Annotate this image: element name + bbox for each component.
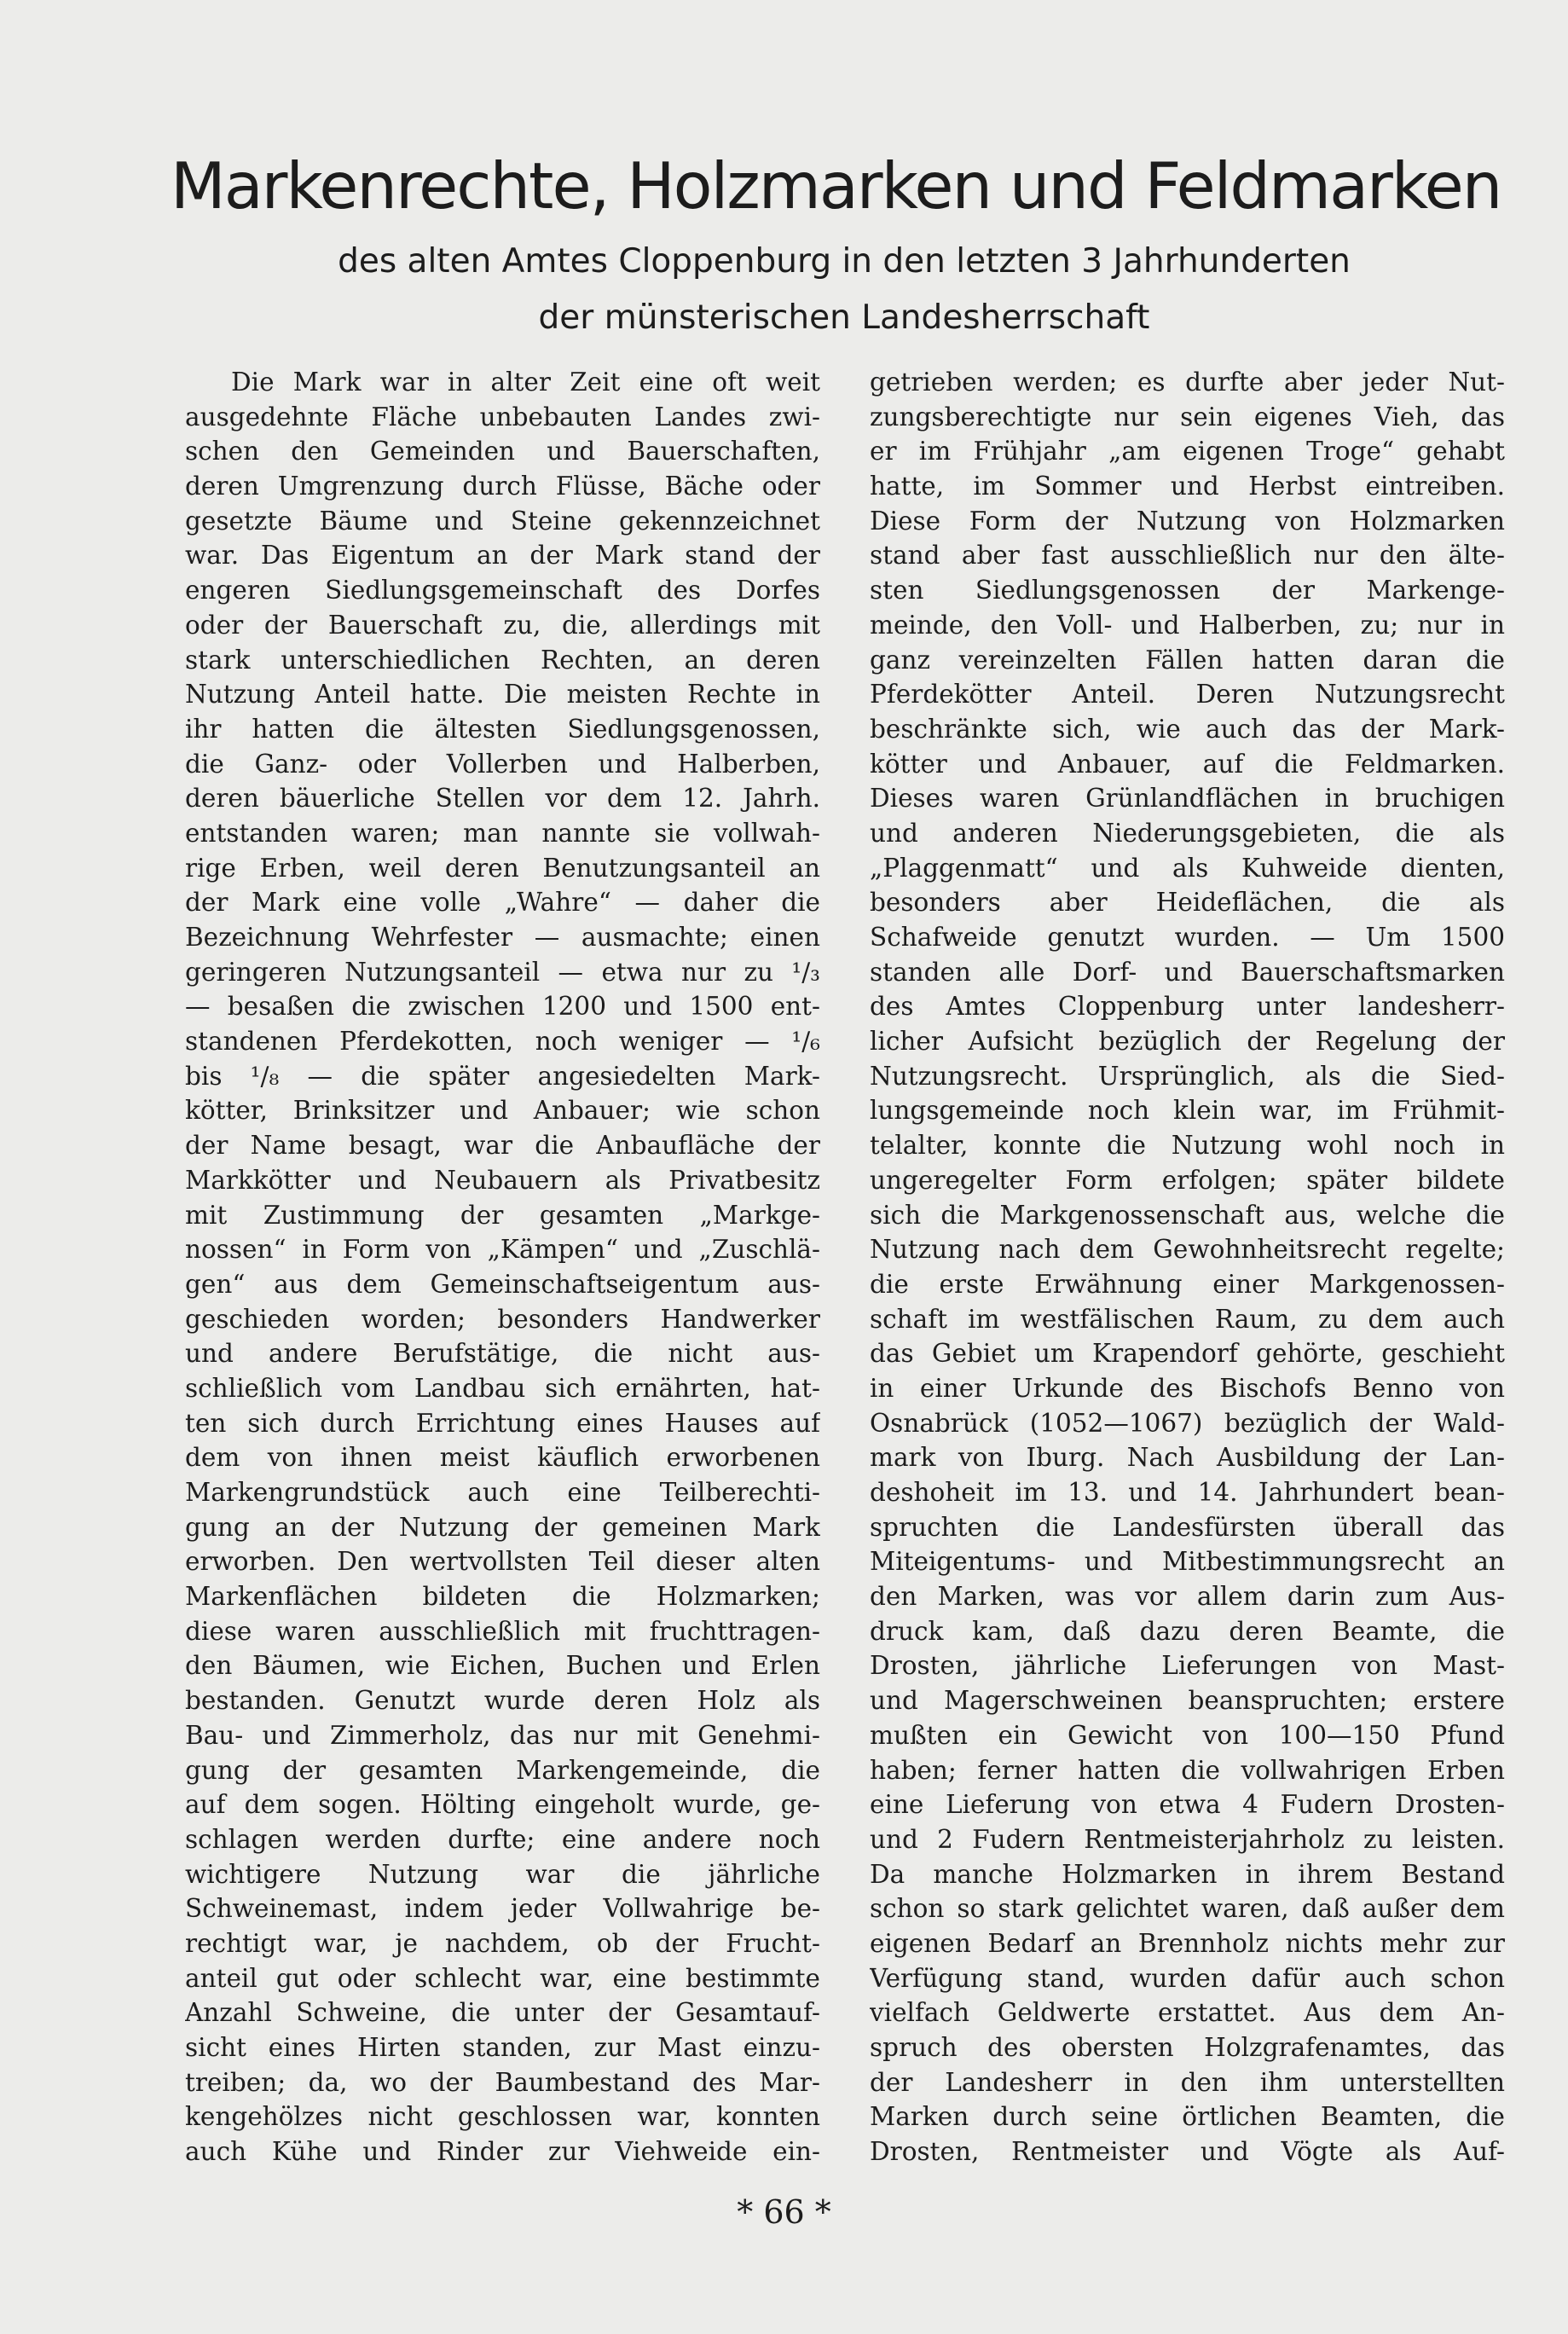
text-line: Dieses waren Grünlandflächen in bruchigen [870,784,1505,814]
text-line: beschränkte sich, wie auch das der Mark- [870,714,1505,744]
text-line: standenen Pferdekotten, noch weniger — ¹/₆ [185,1027,820,1057]
article-title: Markenrechte, Holzmarken und Feldmarken [171,148,1501,223]
text-line: licher Aufsicht bezüglich der Regelung der [870,1027,1505,1057]
text-line: eigenen Bedarf an Brennholz nichts mehr zur [870,1928,1505,1958]
text-line: bis ¹/₈ — die später angesiedelten Mark- [185,1061,820,1091]
text-line: sicht eines Hirten standen, zur Mast einzu- [185,2033,820,2062]
text-line: den Marken, was vor allem darin zum Aus- [870,1582,1505,1612]
text-line: Schweinemast, indem jeder Vollwahrige be- [185,1894,820,1924]
text-line: telalter, konnte die Nutzung wohl noch in [870,1131,1505,1161]
text-line: kötter, Brinksitzer und Anbauer; wie schon [185,1096,820,1126]
text-line: ten sich durch Errichtung eines Hauses auf [185,1408,820,1438]
text-line: besonders aber Heideflächen, die als [870,888,1505,918]
text-column-left [185,365,820,2169]
page-number: * 66 * [737,2193,831,2231]
text-line: schließlich vom Landbau sich ernährten, hat- [185,1373,820,1403]
text-line: die erste Erwähnung einer Markgenossen- [870,1269,1505,1299]
text-line: und 2 Fudern Rentmeisterjahrholz zu leisten. [870,1824,1505,1854]
text-line: ausgedehnte Fläche unbebauten Landes zwi- [185,402,820,431]
text-line: des Amtes Cloppenburg unter landesherr- [870,992,1505,1022]
text-line: getrieben werden; es durfte aber jeder Nut- [870,368,1505,397]
text-line: die Ganz- oder Vollerben und Halberben, [185,749,820,779]
text-line: Bau- und Zimmerholz, das nur mit Genehmi- [185,1720,820,1750]
text-line: Markengrundstück auch eine Teilberechti- [185,1478,820,1507]
text-line: stand aber fast ausschließlich nur den älte- [870,541,1505,570]
text-line: gen“ aus dem Gemeinschaftseigentum aus- [185,1269,820,1299]
text-line: auch Kühe und Rinder zur Viehweide ein- [185,2137,820,2167]
text-line: rechtigt war, je nachdem, ob der Frucht- [185,1928,820,1958]
text-line: — besaßen die zwischen 1200 und 1500 ent- [185,992,820,1022]
text-line: mußten ein Gewicht von 100—150 Pfund [870,1720,1505,1750]
text-line: er im Frühjahr „am eigenen Troge“ gehabt [870,437,1505,466]
article-subtitle-line-1: des alten Amtes Cloppenburg in den letzten 3 Jahrhunderten [338,242,1351,281]
text-line: erworben. Den wertvollsten Teil dieser alten [185,1547,820,1577]
text-line: den Bäumen, wie Eichen, Buchen und Erlen [185,1651,820,1681]
text-line: Die Mark war in alter Zeit eine oft weit [231,368,820,397]
text-line: das Gebiet um Krapendorf gehörte, geschieht [870,1339,1505,1369]
text-line: mit Zustimmung der gesamten „Markge- [185,1200,820,1230]
text-line: rige Erben, weil deren Benutzungsanteil an [185,853,820,883]
text-line: schen den Gemeinden und Bauerschaften, [185,437,820,466]
text-line: mark von Iburg. Nach Ausbildung der Lan- [870,1443,1505,1473]
text-line: und Magerschweinen beanspruchten; erstere [870,1686,1505,1716]
text-line: geschieden worden; besonders Handwerker [185,1304,820,1334]
text-line: „Plaggenmatt“ und als Kuhweide dienten, [870,853,1505,883]
text-line: wichtigere Nutzung war die jährliche [185,1859,820,1889]
text-line: dem von ihnen meist käuflich erworbenen [185,1443,820,1473]
text-line: ihr hatten die ältesten Siedlungsgenossen, [185,714,820,744]
text-line: der Mark eine volle „Wahre“ — daher die [185,888,820,918]
text-line: anteil gut oder schlecht war, eine bestimmte [185,1963,820,1993]
text-line: spruch des obersten Holzgrafenamtes, das [870,2033,1505,2062]
text-line: und andere Berufstätige, die nicht aus- [185,1339,820,1369]
text-line: kengehölzes nicht geschlossen war, konnten [185,2102,820,2132]
text-line: standen alle Dorf- und Bauerschaftsmarken [870,957,1505,987]
text-line: kötter und Anbauer, auf die Feldmarken. [870,749,1505,779]
text-line: Bezeichnung Wehrfester — ausmachte; einen [185,923,820,952]
text-line: nossen“ in Form von „Kämpen“ und „Zuschlä- [185,1235,820,1265]
text-line: Anzahl Schweine, die unter der Gesamtauf- [185,1998,820,2028]
text-line: schaft im westfälischen Raum, zu dem auch [870,1304,1505,1334]
text-line: Diese Form der Nutzung von Holzmarken [870,506,1505,536]
text-line: gesetzte Bäume und Steine gekennzeichnet [185,506,820,536]
text-line: Da manche Holzmarken in ihrem Bestand [870,1859,1505,1889]
text-line: entstanden waren; man nannte sie vollwah- [185,818,820,848]
text-line: engeren Siedlungsgemeinschaft des Dorfes [185,576,820,605]
text-line: Miteigentums- und Mitbestimmungsrecht an [870,1547,1505,1577]
text-line: ungeregelter Form erfolgen; später bildete [870,1165,1505,1195]
text-line: eine Lieferung von etwa 4 Fudern Drosten- [870,1790,1505,1820]
text-line: oder der Bauerschaft zu, die, allerdings mit [185,610,820,640]
text-line: deren bäuerliche Stellen vor dem 12. Jahrh. [185,784,820,814]
text-line: spruchten die Landesfürsten überall das [870,1512,1505,1542]
text-line: gung der gesamten Markengemeinde, die [185,1755,820,1785]
text-line: treiben; da, wo der Baumbestand des Mar- [185,2067,820,2097]
text-line: geringeren Nutzungsanteil — etwa nur zu ¹/₃ [185,957,820,987]
text-line: Nutzungsrecht. Ursprünglich, als die Sied- [870,1061,1505,1091]
text-line: bestanden. Genutzt wurde deren Holz als [185,1686,820,1716]
text-line: Marken durch seine örtlichen Beamten, die [870,2102,1505,2132]
text-line: druck kam, daß dazu deren Beamte, die [870,1616,1505,1646]
text-line: in einer Urkunde des Bischofs Benno von [870,1373,1505,1403]
text-line: Markkötter und Neubauern als Privatbesitz [185,1165,820,1195]
text-line: sten Siedlungsgenossen der Markenge- [870,576,1505,605]
text-line: sich die Markgenossenschaft aus, welche die [870,1200,1505,1230]
text-line: Drosten, jährliche Lieferungen von Mast- [870,1651,1505,1681]
text-column-right [870,365,1505,2169]
text-line: ganz vereinzelten Fällen hatten daran die [870,645,1505,675]
text-line: Pferdekötter Anteil. Deren Nutzungsrecht [870,680,1505,709]
text-line: hatte, im Sommer und Herbst eintreiben. [870,472,1505,501]
text-line: lungsgemeinde noch klein war, im Frühmit- [870,1096,1505,1126]
text-line: Drosten, Rentmeister und Vögte als Auf- [870,2137,1505,2167]
text-line: der Name besagt, war die Anbaufläche der [185,1131,820,1161]
text-line: stark unterschiedlichen Rechten, an deren [185,645,820,675]
text-line: vielfach Geldwerte erstattet. Aus dem An- [870,1998,1505,2028]
text-line: haben; ferner hatten die vollwahrigen Erben [870,1755,1505,1785]
text-line: Nutzung Anteil hatte. Die meisten Rechte in [185,680,820,709]
text-line: Schafweide genutzt wurden. — Um 1500 [870,923,1505,952]
text-line: diese waren ausschließlich mit fruchttragen- [185,1616,820,1646]
text-line: Verfügung stand, wurden dafür auch schon [870,1963,1505,1993]
text-line: gung an der Nutzung der gemeinen Mark [185,1512,820,1542]
text-line: der Landesherr in den ihm unterstellten [870,2067,1505,2097]
text-line: und anderen Niederungsgebieten, die als [870,818,1505,848]
text-line: deren Umgrenzung durch Flüsse, Bäche oder [185,472,820,501]
text-line: meinde, den Voll- und Halberben, zu; nur in [870,610,1505,640]
article-subtitle-line-2: der münsterischen Landesherrschaft [538,298,1150,337]
text-line: Markenflächen bildeten die Holzmarken; [185,1582,820,1612]
text-line: zungsberechtigte nur sein eigenes Vieh, das [870,402,1505,431]
text-line: schlagen werden durfte; eine andere noch [185,1824,820,1854]
text-line: schon so stark gelichtet waren, daß außer dem [870,1894,1505,1924]
text-line: auf dem sogen. Hölting eingeholt wurde, ge- [185,1790,820,1820]
text-line: deshoheit im 13. und 14. Jahrhundert bean- [870,1478,1505,1507]
text-line: war. Das Eigentum an der Mark stand der [185,541,820,570]
text-line: Nutzung nach dem Gewohnheitsrecht regelte; [870,1235,1505,1265]
text-line: Osnabrück (1052—1067) bezüglich der Wald- [870,1408,1505,1438]
